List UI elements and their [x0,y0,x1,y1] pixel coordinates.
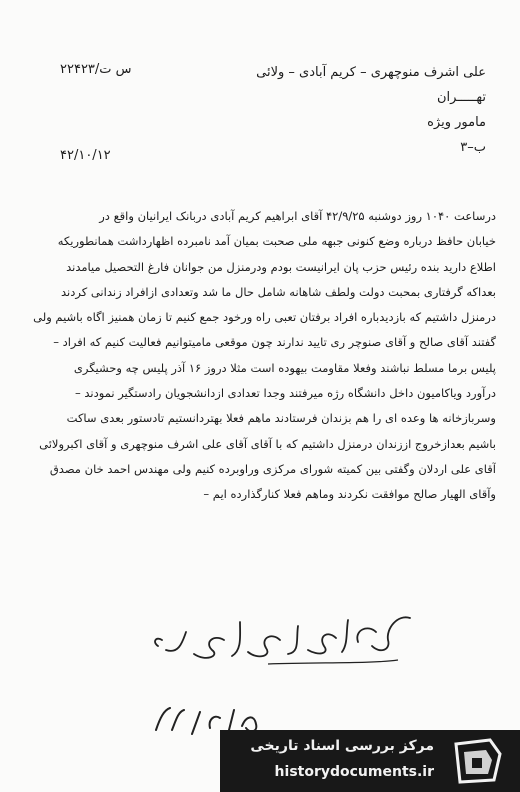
header-line-agent: مامور ویژه [427,115,486,130]
body-line: گفتند آقای صالح و آقای صنوچر ری تایید ندارند چون موقعی مامیتوانیم فعالیت کنیم که افراد – [53,335,496,350]
archive-logo-icon [450,736,506,786]
body-line: خیابان حافظ درباره وضع کنونی جبهه ملی صحبت بمیان آمد نامبرده اظهارداشت همانطوریکه [57,234,496,249]
archive-url: historydocuments.ir [274,764,434,780]
body-line: پلیس برما مسلط نباشند وفعلا مقاومت بیهوده است مثلا دروز ۱۶ آذر پلیس چه وحشیگری [73,360,496,375]
header-line-code: ب–۳ [460,140,486,155]
body-line: درآورد ویاکامیون داخل دانشگاه رژه میرفتند وجدا تعدادی ازدانشجویان رادستگیر نمودند – [74,386,496,401]
body-line: درساعت ۱۰۴۰ روز دوشنبه ۴۲/۹/۲۵ آقای ابراهیم کریم آبادی دربانک ایرانیان واقع در [99,209,496,223]
handwritten-signature [148,610,418,670]
body-line: بعداکه گرفتاری بمحبت دولت ولطف شاهانه شامل حال ما شد وتعدادی ازافراد زندانی کردند [61,284,496,299]
body-line: وآقای الهیار صالح موافقت نکردند وماهم فعلا کنارگذارده ایم – [203,487,496,502]
recipient-block [186,60,486,160]
reference-number: ۲۲۴۲۳/س ت [60,62,132,77]
body-line: اطلاع دارید بنده رئیس حزب پان ایرانیست بودم ودرمنزل من جوانان فارغ التحصیل میامدند [66,259,496,274]
header-date: ۴۲/۱۰/۱۲ [60,148,111,163]
body-line: درمنزل داشتیم که بازدیدباره افراد برفتان تعبی راه ورخود جمع کنیم تا زمان همنیز اگاه باشیم ولی [33,310,496,325]
header-line-city: تهـــــران [437,90,486,105]
body-line: وسربازخانه ها وعده ای را هم بزندان فرستادند ماهم فعلا بهتردانستیم تادستور بعدی ساکت [66,411,496,426]
archive-watermark [220,730,520,792]
header-line-names: علی اشرف منوچهری – کریم آبادی – ولائی [256,65,486,80]
archive-name: مرکز بررسی اسناد تاریخی [250,738,434,754]
body-line: آقای علی اردلان وگفتی بین کمیته شورای مرکزی وراوبرده کنیم ولی مهندس احمد خان مصدق [49,461,496,476]
report-body [22,204,496,508]
body-line: باشیم بعدازخروج اززندان درمنزل داشتیم که با آقای آقای علی اشرف منوچهری و آقای اکبرولائی [39,436,496,451]
